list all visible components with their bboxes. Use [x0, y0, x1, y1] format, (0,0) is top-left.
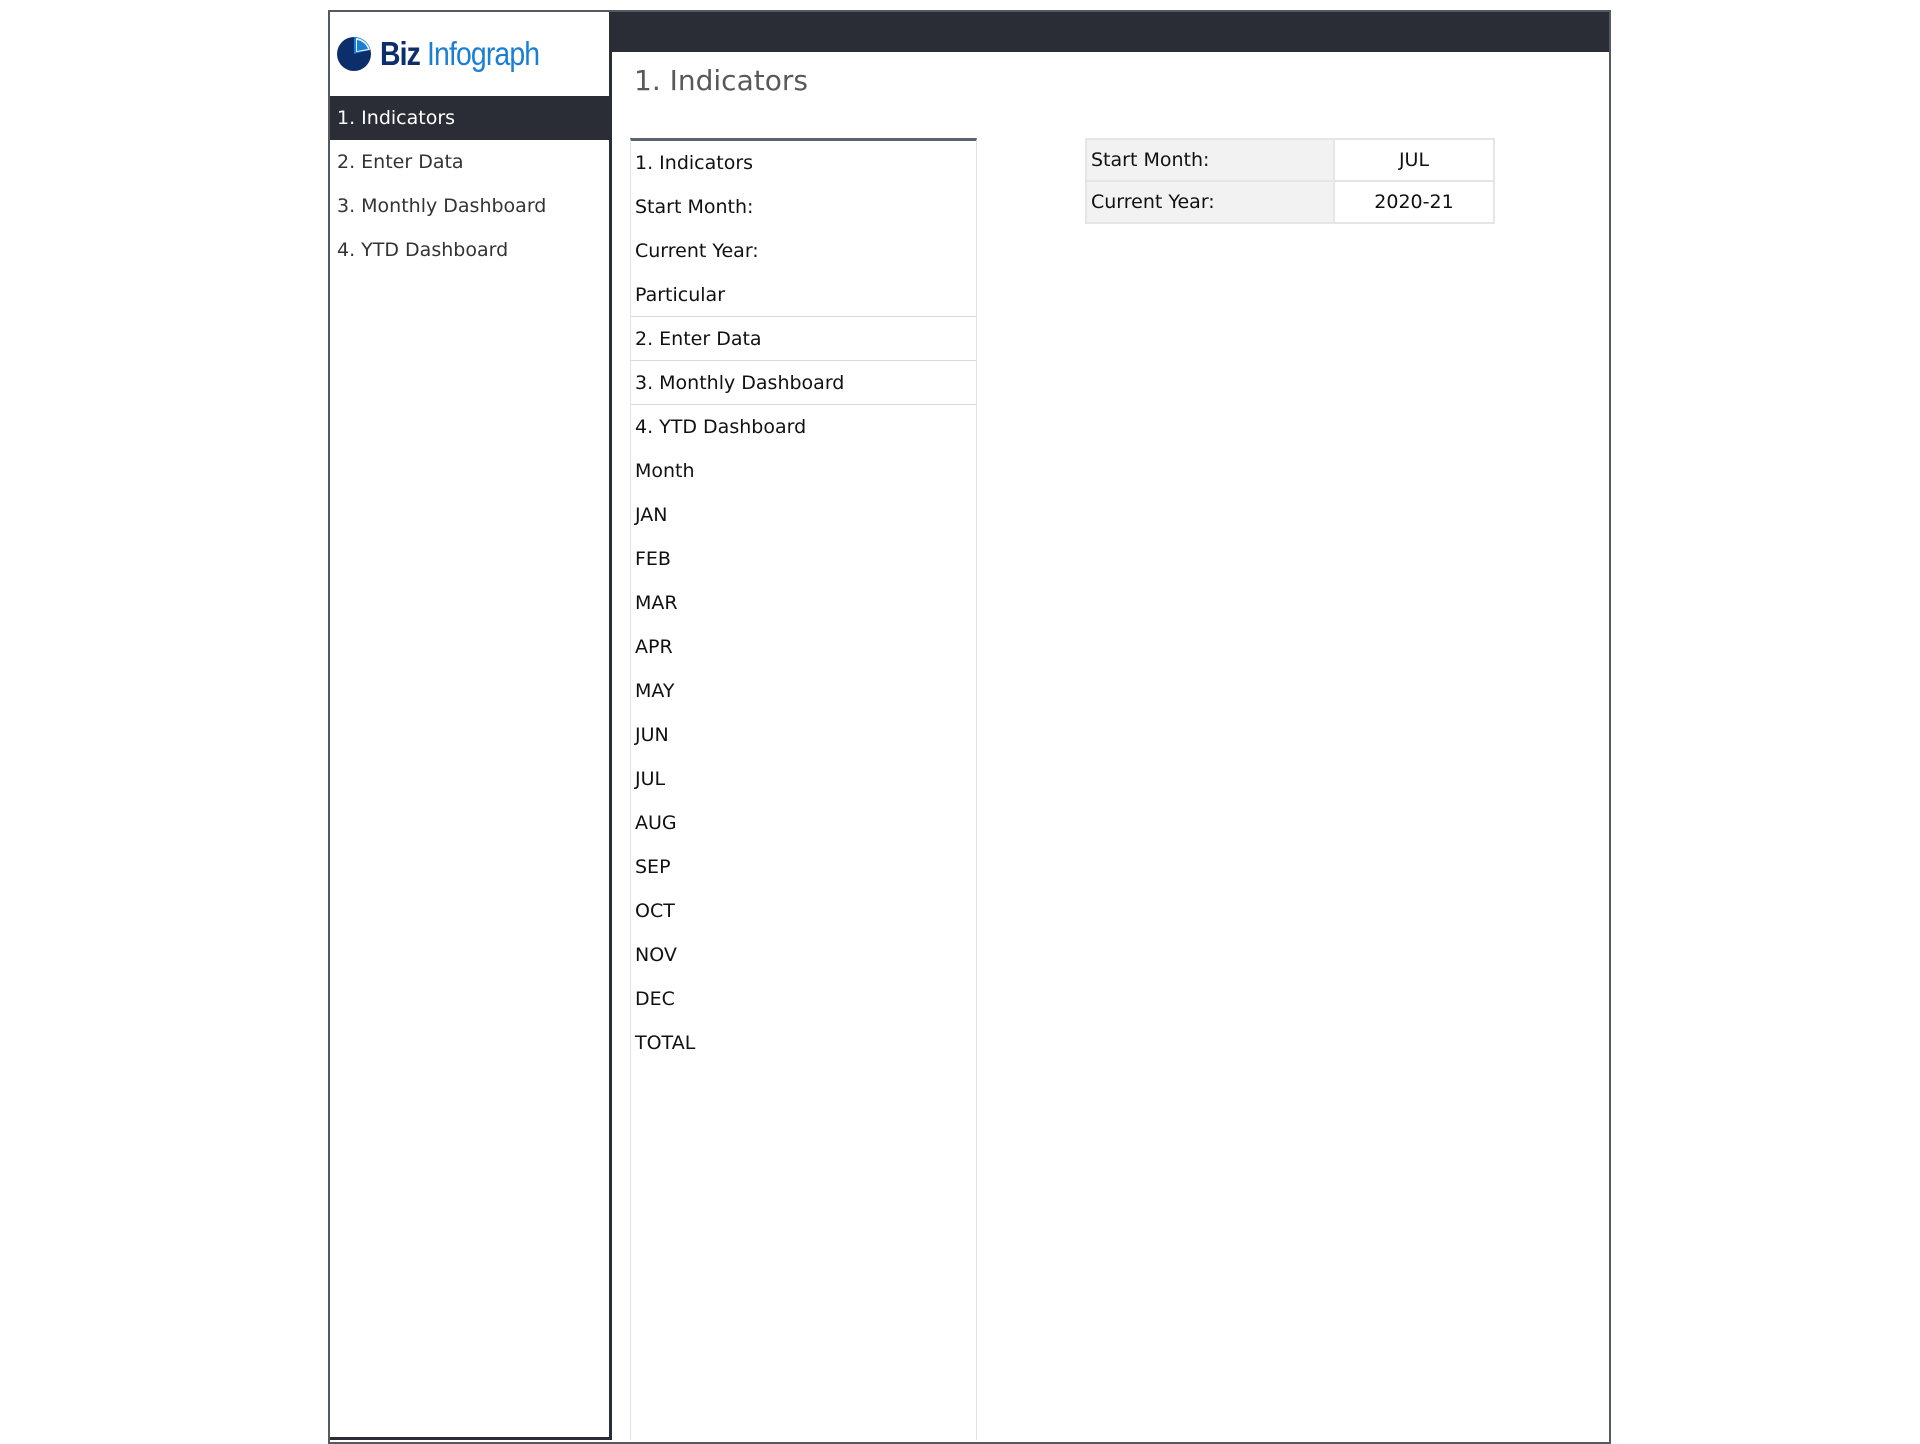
list-item[interactable]: Particular — [631, 273, 976, 317]
pie-chart-icon — [336, 36, 372, 72]
brand-name — [380, 35, 539, 73]
table-row — [1086, 181, 1494, 223]
list-item[interactable]: JUL — [635, 768, 666, 790]
list-item[interactable]: MAY — [635, 680, 675, 702]
sidebar — [330, 12, 612, 1440]
brand-logo — [336, 32, 565, 76]
current-year-value[interactable]: 2020-21 — [1334, 181, 1494, 223]
list-item[interactable]: OCT — [635, 900, 675, 922]
sidebar-item-enter-data[interactable]: 2. Enter Data — [337, 151, 464, 173]
list-item[interactable]: FEB — [635, 548, 671, 570]
sidebar-item-indicators[interactable]: 1. Indicators — [330, 96, 609, 140]
list-item[interactable]: JAN — [635, 504, 668, 526]
header-bar — [612, 12, 1609, 52]
list-item[interactable]: 1. Indicators — [635, 152, 754, 174]
sidebar-item-monthly-dashboard[interactable]: 3. Monthly Dashboard — [337, 195, 547, 217]
list-item[interactable]: DEC — [635, 988, 675, 1010]
list-item[interactable]: Start Month: — [635, 196, 754, 218]
brand-name-part1: Biz — [380, 35, 428, 72]
list-item[interactable]: 3. Monthly Dashboard — [631, 361, 976, 405]
sidebar-item-ytd-dashboard[interactable]: 4. YTD Dashboard — [337, 239, 509, 261]
list-item[interactable]: Month — [635, 460, 695, 482]
table-row — [1086, 139, 1494, 181]
sidebar-nav — [330, 96, 609, 272]
list-item[interactable]: JUN — [635, 724, 669, 746]
indicators-table — [1085, 138, 1495, 224]
names-list — [630, 138, 977, 1440]
list-item[interactable]: SEP — [635, 856, 671, 878]
list-item[interactable]: AUG — [635, 812, 677, 834]
page-title: 1. Indicators — [634, 64, 808, 97]
start-month-label: Start Month: — [1086, 139, 1334, 181]
list-item[interactable]: NOV — [635, 944, 677, 966]
brand-name-part2: Infograph — [427, 35, 540, 72]
list-item[interactable]: MAR — [635, 592, 678, 614]
list-item[interactable]: 2. Enter Data — [631, 317, 976, 361]
app-window — [328, 10, 1611, 1444]
current-year-label: Current Year: — [1086, 181, 1334, 223]
list-item[interactable]: TOTAL — [635, 1032, 696, 1054]
list-item[interactable]: 4. YTD Dashboard — [635, 416, 807, 438]
list-item[interactable]: APR — [635, 636, 673, 658]
list-item[interactable]: Current Year: — [635, 240, 759, 262]
start-month-value[interactable]: JUL — [1334, 139, 1494, 181]
